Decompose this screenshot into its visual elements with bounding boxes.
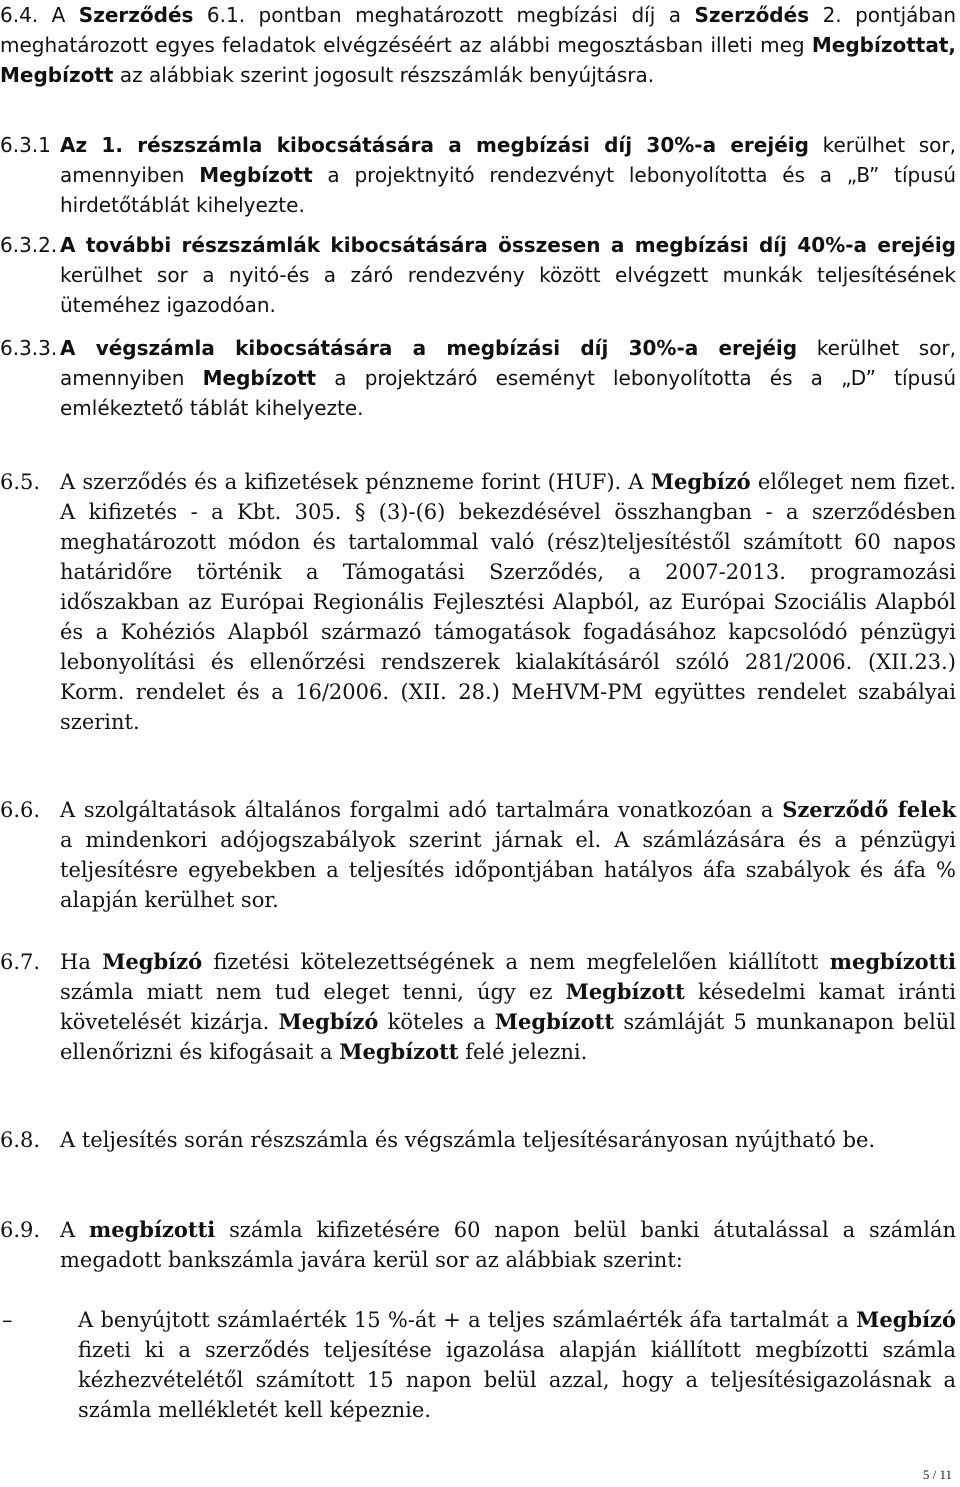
bold-text: Megbízott [339,1039,459,1064]
paragraph-number: 6.5. [0,470,41,494]
text: A szerződés és a kifizetések pénzneme forint (HUF). A [60,470,651,494]
text: fizeti ki a szerződés teljesítése igazolása alapján kiállított megbízotti számla kézhezvételétől számított 15 napon belül azzal, hogy a teljesítésigazolásnak a számla mellékletét kell képeznie. [78,1338,956,1422]
paragraph-number: 6.3.1 [0,133,51,157]
text: Ha [60,950,103,974]
bold-text: Szerződés [78,3,194,27]
text: A teljesítés során részszámla és végszámla teljesítésarányosan nyújtható be. [60,1128,876,1152]
paragraph-6-5 [0,467,957,737]
text: számla kifizetésére 60 napon belül banki átutalással a számlán megadott bankszámla javára kerül sor az alábbiak szerint: [60,1218,956,1272]
bold-text: Szerződés [694,3,810,27]
text: köteles a [378,1010,495,1034]
paragraph-number: 6.3.3. [0,336,58,360]
text: kerülhet sor, amennyiben [60,336,957,390]
paragraph-6-4 [0,0,956,90]
text: késedelmi kamat iránti követelését kizárja. [60,980,956,1034]
bold-text: Megbízó [650,469,751,494]
text: A szolgáltatások általános forgalmi adó tartalmára vonatkozóan a [60,798,783,822]
text: 6.1. pontban meghatározott megbízási díj a [193,3,695,27]
text: kerülhet sor a nyitó-és a záró rendezvény között elvégzett munkák teljesítésének üteméhez igazodóan. [60,263,956,317]
paragraph-6-6 [0,795,956,915]
text: előleget nem fizet. A kifizetés - a Kbt. 305. § (3)-(6) bekezdésével összhangban - a szerződésben meghatározott módon és tartalommal való (rész)teljesítéstől számított 60 napos határidőre történik a Támogatási Szerződés, a 2007-2013. programozási időszakban az Európai Regionális Fejlesztési Alapból, az Európai Szociális Alapból és a Kohéziós Alapból származó támogatások fogadásához kapcsolódó pénzügyi lebonyolítási és ellenőrzési rendszerek kialakításáról szóló 281/2006. (XII.23.) Korm. rendelet és a 16/2006. (XII. 28.) MeHVM-PM együttes rendelet szabályai szerint. [60,470,957,734]
bold-text: Megbízott [494,1009,615,1034]
bold-text: Az 1. részszámla kibocsátására a megbízási díj 30%-a erejéig [60,133,809,157]
bold-text: Megbízottat, Megbízott [0,33,956,87]
bold-text: Megbízó [102,949,203,974]
text: a projektzáró eseményt lebonyolította és a „D” típusú emlékeztető táblát kihelyezte. [60,366,957,420]
text: A benyújtott számlaérték 15 %-át + a teljes számlaérték áfa tartalmát a [78,1308,857,1332]
dash-bullet: – [2,1308,13,1332]
paragraph-number: 6.6. [0,798,41,822]
text: felé jelezni. [458,1040,588,1064]
paragraph-number: 6.7. [0,950,41,974]
bold-text: Megbízott [199,163,313,187]
paragraph-number: 6.8. [0,1128,41,1152]
text: fizetési kötelezettségének a nem megfelelően kiállított [202,950,830,974]
bold-text: A további részszámlák kibocsátására összesen a megbízási díj 40%-a erejéig [60,233,956,257]
bold-text: Megbízó [856,1307,956,1332]
bold-text: Szerződő felek [782,797,956,822]
text: a projektnyitó rendezvényt lebonyolította és a „B” típusú hirdetőtáblát kihelyezte. [60,163,956,217]
paragraph-number: 6.3.2. [0,233,58,257]
paragraph-6-7 [0,947,957,1067]
bold-text: megbízotti [89,1217,216,1242]
bold-text: Megbízó [278,1009,379,1034]
text: számla miatt nem tud eleget tenni, úgy ez [60,980,566,1004]
text: számláját 5 munkanapon belül ellenőrizni és kifogásait a [60,1010,957,1064]
text: a mindenkori adójogszabályok szerint járnak el. A számlázására és a pénzügyi teljesítésre egyebekben a teljesítés időpontjában hatályos áfa szabályok és áfa % alapján kerülhet sor. [60,828,956,912]
page-number: 5 / 11 [922,1467,952,1482]
paragraph-6-3-3 [0,333,957,423]
list-item [2,1305,956,1425]
paragraph-6-8 [0,1125,956,1155]
paragraph-6-9 [0,1215,956,1275]
text: az alábbiak szerint jogosult részszámlák benyújtásra. [113,63,655,87]
bold-text: Megbízott [565,979,685,1004]
paragraph-6-3-1 [0,130,956,220]
bold-text: megbízotti [829,949,957,974]
bold-text: Megbízott [202,366,317,390]
text: kerülhet sor, amennyiben [60,133,956,187]
text: 6.4. A [0,3,79,27]
paragraph-6-3-2 [0,230,956,320]
bold-text: A végszámla kibocsátására a megbízási díj 30%-a erejéig [60,336,798,360]
text: A [60,1218,90,1242]
text: 2. pontjában meghatározott egyes feladatok elvégzéséért az alábbi megosztásban illeti meg [0,3,957,57]
paragraph-number: 6.9. [0,1218,41,1242]
